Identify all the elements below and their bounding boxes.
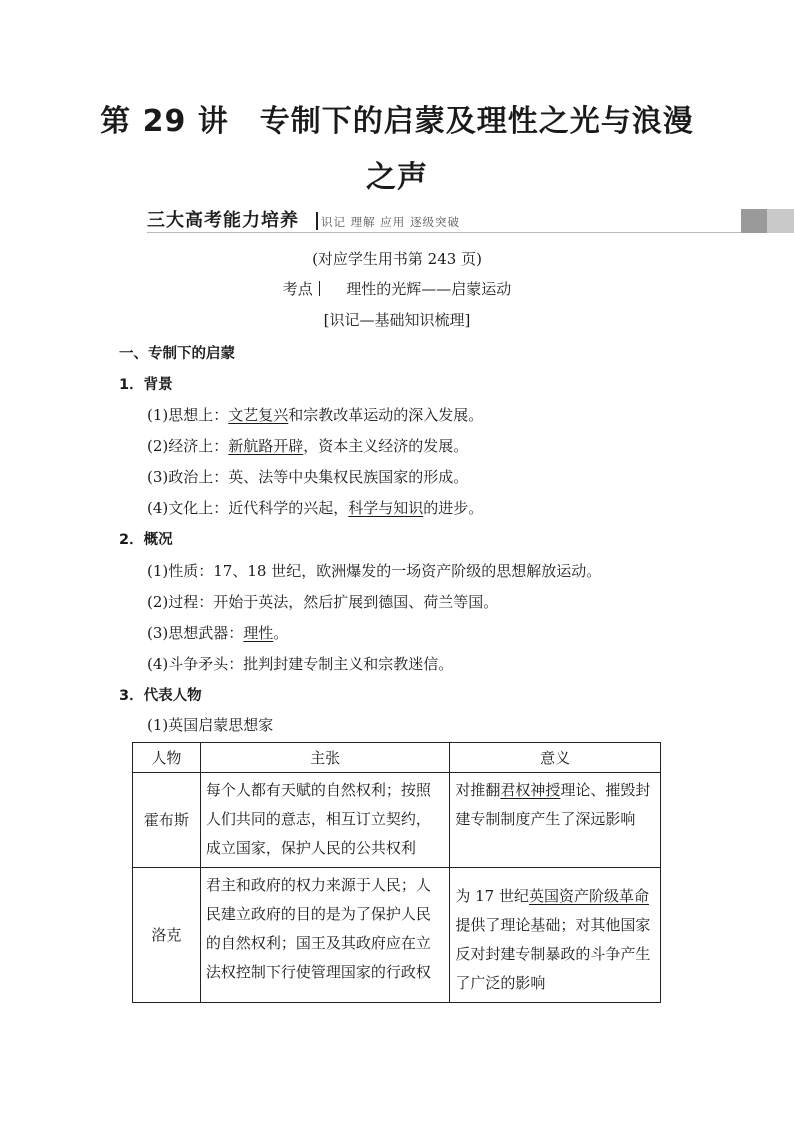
column-header: 意义 <box>450 743 661 773</box>
overview-item: (4)斗争矛头：批判封建专制主义和宗教迷信。 <box>147 655 454 673</box>
table-row <box>133 868 661 1003</box>
thinker-significance: 为 17 世纪英国资产阶级革命提供了理论基础；对其他国家反对封建专制暴政的斗争产生了广泛的影响 <box>450 868 661 1003</box>
banner-subtitle: 识记 理解 应用 逐级突破 <box>321 215 460 229</box>
knowledge-subheading: [识记—基础知识梳理] <box>323 311 471 329</box>
table-header-row <box>133 743 661 773</box>
thinker-claim: 每个人都有天赋的自然权利；按照人们共同的意志，相互订立契约，成立国家，保护人民的公共权利 <box>200 773 450 868</box>
kaodian-topic: 理性的光辉——启蒙运动 <box>346 280 512 298</box>
banner-rule <box>147 232 741 233</box>
background-item: (2)经济上：新航路开辟，资本主义经济的发展。 <box>147 437 469 455</box>
book-page-reference: (对应学生用书第 243 页) <box>312 250 482 268</box>
english-thinkers-subheading: (1)英国启蒙思想家 <box>147 716 274 734</box>
overview-item: (2)过程：开始于英法，然后扩展到德国、荷兰等国。 <box>147 593 499 611</box>
thinker-claim: 君主和政府的权力来源于人民；人民建立政府的目的是为了保护人民的自然权利；国王及其政府应在立法权控制下行使管理国家的行政权 <box>200 868 450 1003</box>
thinker-significance: 对推翻君权神授理论、摧毁封建专制制度产生了深远影响 <box>450 773 661 868</box>
thinker-name: 霍布斯 <box>133 773 201 868</box>
table-row <box>133 773 661 868</box>
section-heading: 一、专制下的启蒙 <box>119 346 235 362</box>
banner-title: 三大高考能力培养 <box>147 210 299 231</box>
kaodian-line <box>0 278 794 299</box>
background-heading: 1．背景 <box>119 377 173 393</box>
column-header: 人物 <box>133 743 201 773</box>
background-item: (3)政治上：英、法等中央集权民族国家的形成。 <box>147 468 469 486</box>
overview-heading: 2．概况 <box>119 532 173 548</box>
page-title-line1: 第 29 讲 专制下的启蒙及理性之光与浪漫 <box>100 104 694 139</box>
page-title-line2: 之声 <box>366 160 428 195</box>
banner-divider <box>316 212 318 230</box>
thinkers-table <box>132 742 661 1003</box>
kaodian-label: 考点 <box>282 280 313 298</box>
kaodian-divider <box>319 281 321 296</box>
overview-item: (3)思想武器：理性。 <box>147 624 289 642</box>
background-item: (4)文化上：近代科学的兴起，科学与知识的进步。 <box>147 499 484 517</box>
banner-block-dark <box>741 209 767 233</box>
figures-heading: 3．代表人物 <box>119 688 202 704</box>
thinker-name: 洛克 <box>133 868 201 1003</box>
section-banner <box>147 209 794 233</box>
overview-item: (1)性质：17、18 世纪，欧洲爆发的一场资产阶级的思想解放运动。 <box>147 562 602 580</box>
banner-block-light <box>767 209 794 233</box>
column-header: 主张 <box>200 743 450 773</box>
background-item: (1)思想上：文艺复兴和宗教改革运动的深入发展。 <box>147 406 484 424</box>
